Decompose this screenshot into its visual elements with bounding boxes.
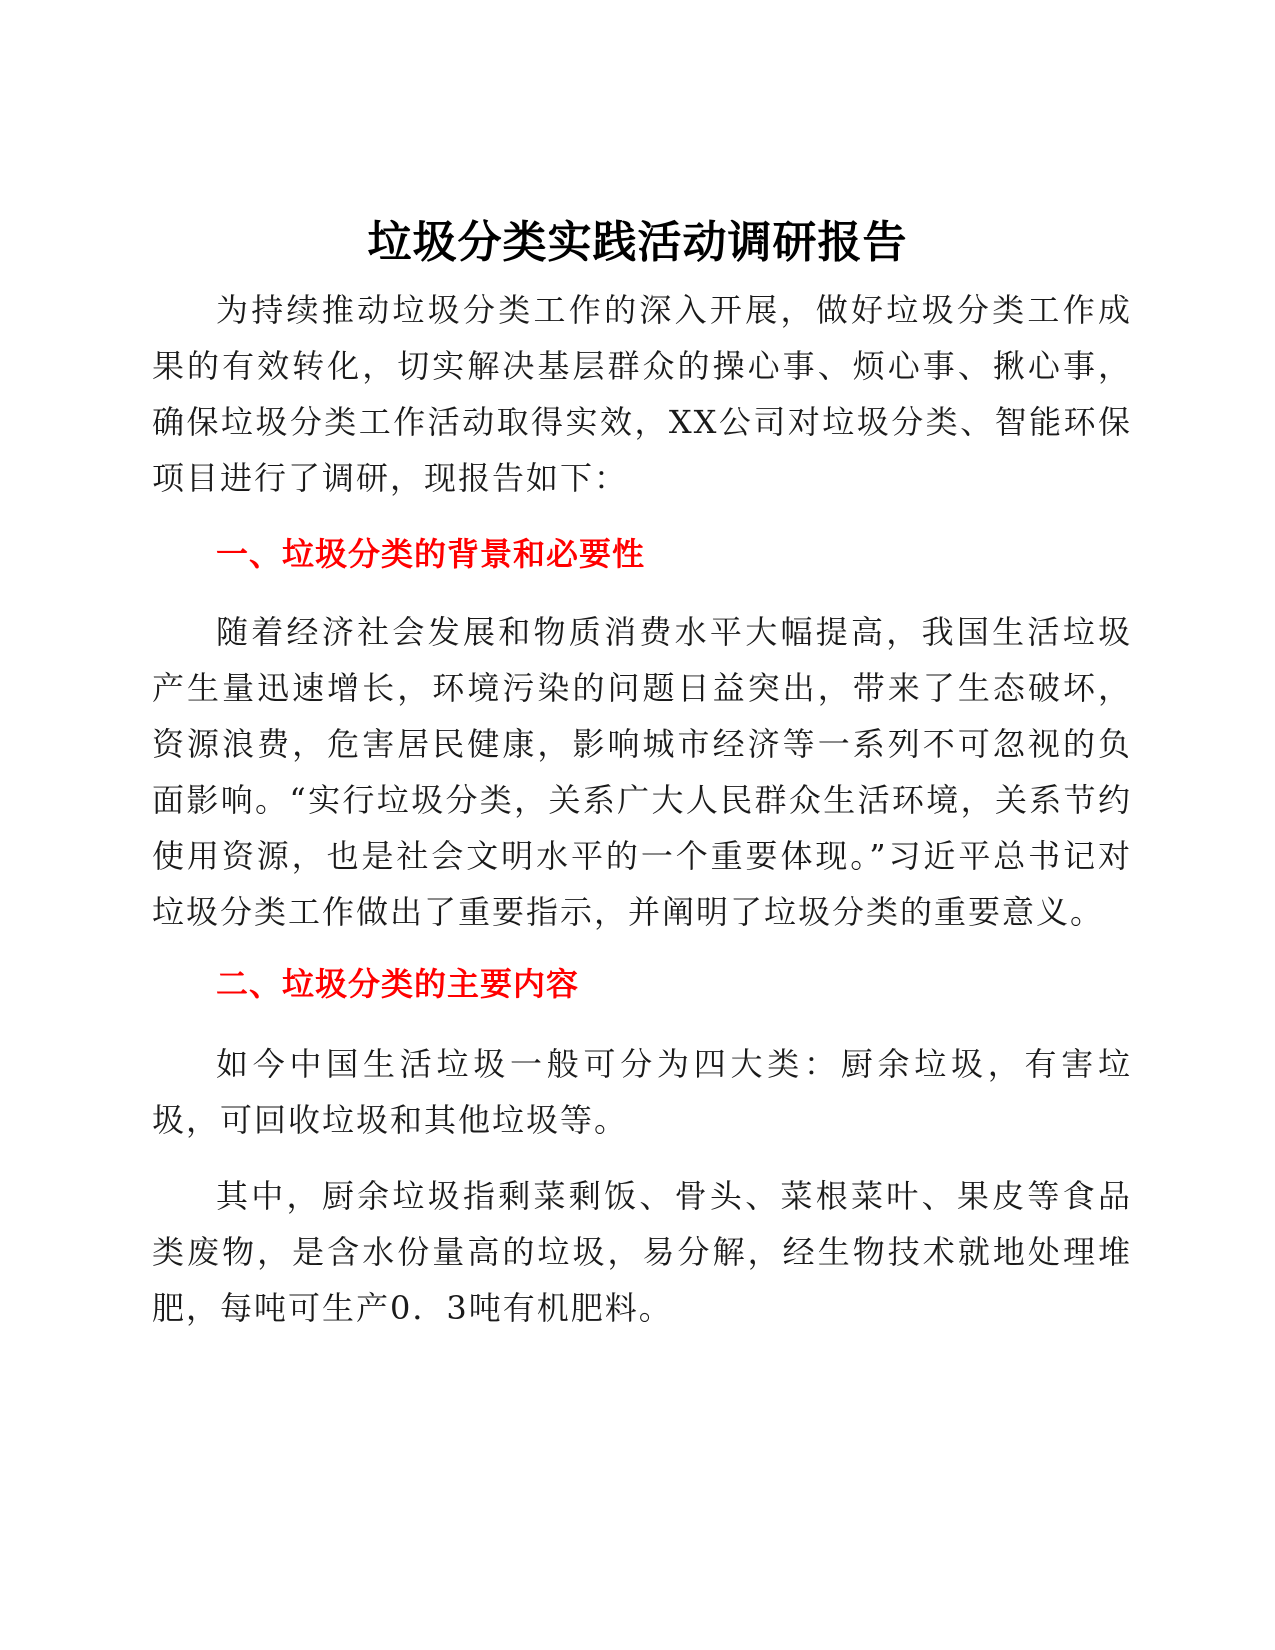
- section-1-heading: 一、垃圾分类的背景和必要性: [216, 535, 646, 573]
- document-title: 垃圾分类实践活动调研报告: [367, 217, 908, 269]
- section-1-paragraph: 随着经济社会发展和物质消费水平大幅提高，我国生活垃圾产生量迅速增长，环境污染的问题日益突出，带来了生态破坏，资源浪费，危害居民健康，影响城市经济等一系列不可忽视的负面影响。“实行垃圾分类，关系广大人民群众生活环境，关系节约使用资源，也是社会文明水平的一个重要体现。”习近平总书记对垃圾分类工作做出了重要指示，并阐明了垃圾分类的重要意义。: [152, 613, 1132, 931]
- section-2-paragraph-1: 如今中国生活垃圾一般可分为四大类：厨余垃圾，有害垃圾，可回收垃圾和其他垃圾等。: [152, 1045, 1132, 1139]
- intro-paragraph: 为持续推动垃圾分类工作的深入开展，做好垃圾分类工作成果的有效转化，切实解决基层群众的操心事、烦心事、揪心事，确保垃圾分类工作活动取得实效，XX公司对垃圾分类、智能环保项目进行了调研，现报告如下：: [152, 291, 1132, 497]
- section-2-paragraph-2: 其中，厨余垃圾指剩菜剩饭、骨头、菜根菜叶、果皮等食品类废物，是含水份量高的垃圾，易分解，经生物技术就地处理堆肥，每吨可生产0．3吨有机肥料。: [152, 1177, 1132, 1327]
- section-2-heading: 二、垃圾分类的主要内容: [216, 965, 580, 1003]
